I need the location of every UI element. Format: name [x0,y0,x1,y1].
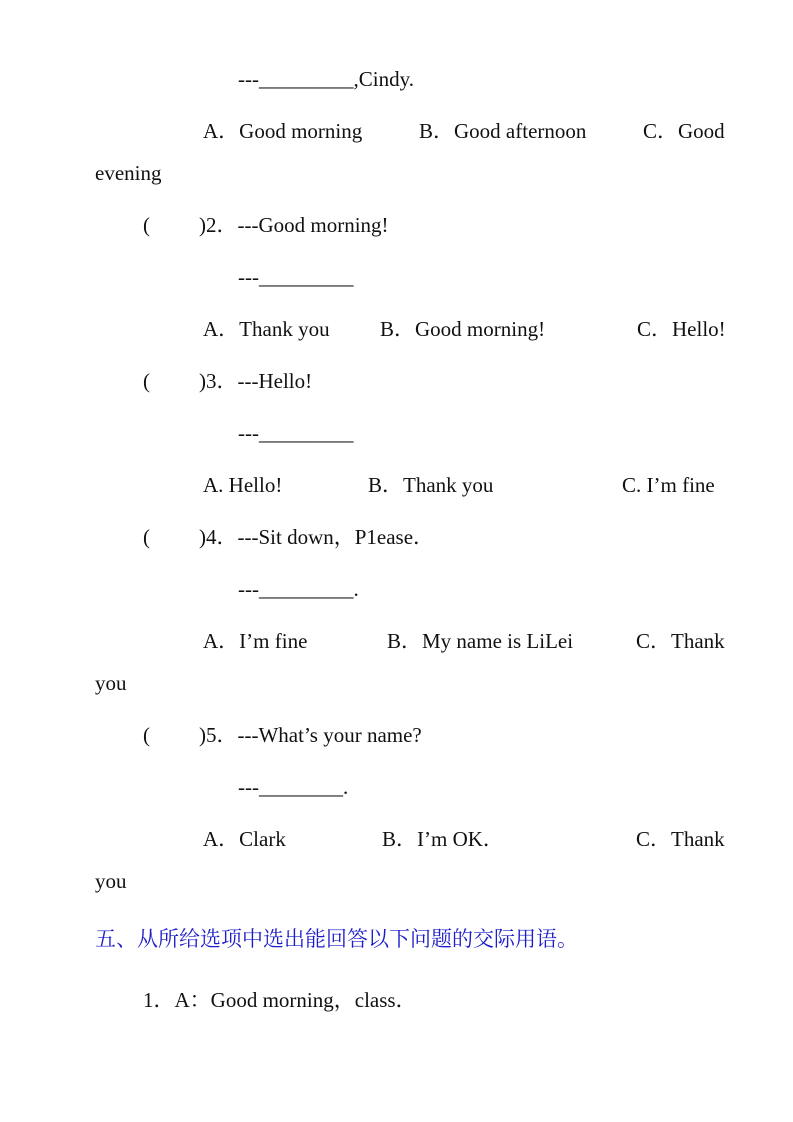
q5-option-c: C．Thank [636,827,725,851]
q4-bracket: ( [143,525,150,549]
q5-bracket: ( [143,723,150,747]
q2-option-a: A．Thank you [203,317,330,341]
q2-answer-blank: ---_________ [238,265,354,289]
q1-option-b: B．Good afternoon [419,119,587,143]
q1-option-c-wrap: evening [95,161,162,185]
q4-option-b: B．My name is LiLei [387,629,574,653]
q1-answer-blank: ---_________,Cindy. [238,67,414,91]
q3-option-a: A. Hello! [203,473,283,497]
q3-bracket: ( [143,369,150,393]
q4-answer-blank: ---_________. [238,577,359,601]
q5-option-c-wrap: you [95,869,127,893]
q4-prompt: )4．---Sit down，P1ease． [199,525,435,549]
q3-option-b: B．Thank you [368,473,494,497]
q4-option-a: A．I’m fine [203,629,308,653]
q3-option-c: C. I’m fine [622,473,715,497]
q2-option-b: B．Good morning! [380,317,546,341]
q2-prompt: )2．---Good morning! [199,213,389,237]
q5-prompt: )5．---What’s your name? [199,723,422,747]
q4-option-c: C．Thank [636,629,725,653]
section5-q1: 1．A：Good morning，class． [143,988,417,1012]
q2-option-c: C．Hello! [637,317,726,341]
q4-option-c-wrap: you [95,671,127,695]
q5-answer-blank: ---________. [238,775,349,799]
section-heading: 五、从所给选项中选出能回答以下问题的交际用语。 [95,927,578,951]
q3-answer-blank: ---_________ [238,421,354,445]
q2-bracket: ( [143,213,150,237]
q5-option-a: A．Clark [203,827,286,851]
q1-option-c: C．Good [643,119,725,143]
q1-option-a: A．Good morning [203,119,363,143]
q5-option-b: B．I’m OK． [382,827,504,851]
q3-prompt: )3．---Hello! [199,369,313,393]
